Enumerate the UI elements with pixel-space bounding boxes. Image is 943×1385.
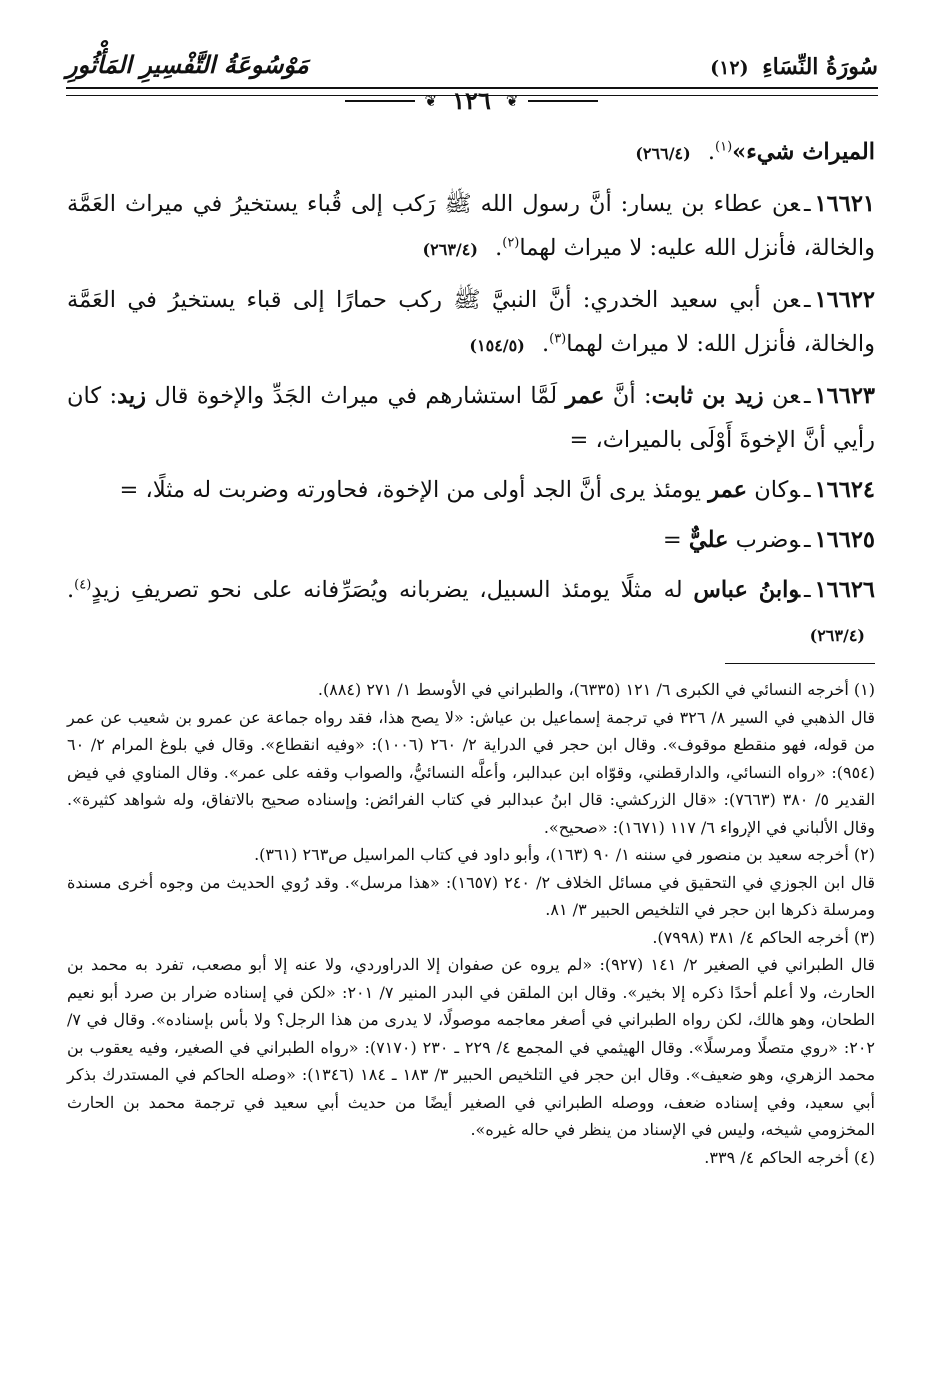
surah-name: سُورَةُ النِّسَاءِ: [762, 54, 878, 80]
narrator-name: زيد: [117, 383, 147, 409]
hadith-entry: ١٦٦٢١ـعن عطاء بن يسار: أنَّ رسول الله ﷺ رَكب إلى قُباء يستخيرُ في ميراث العَمَّة والخالة، فأنزل الله عليه: لا ميراث لهما$^{(٢)}$. (٢٦٣/٤): [67, 191, 875, 261]
source-reference: (٢٦٣/٤): [809, 626, 865, 645]
hadith-text: : أنَّ: [612, 383, 652, 409]
footnote-ref: (٢): [502, 235, 520, 251]
hadith-text: يومئذ يرى أنَّ الجد أولى من الإخوة، فحاورته وضربت له مثلًا، =: [119, 477, 702, 503]
source-reference: (٢٦٦/٤): [635, 144, 691, 163]
hadith-text: لَمَّا استشارهم في ميراث الجَدِّ والإخوة قال: [154, 383, 558, 409]
sentence-end: .: [495, 235, 503, 261]
narrator-name: عليٌّ: [688, 527, 729, 553]
surah-title: [710, 54, 878, 80]
page-number: ١٢٦: [452, 86, 491, 115]
footnote: (٢) أخرجه سعيد بن منصور في سننه ١/ ٩٠ (١٦٣)، وأبو داود في كتاب المراسيل ص٢٦٣ (٣٦١).: [254, 845, 875, 864]
hadith-entry: ١٦٦٢٥ـوضرب عليٌّ =: [662, 527, 875, 553]
hadith-text: عن أبي سعيد الخدري: أنَّ النبيَّ ﷺ ركب حمارًا إلى قباء يستخيرُ في العَمَّة والخالة، فأنزل الله: لا ميراث لهما: [67, 287, 875, 357]
footnote: (٣) أخرجه الحاكم ٤/ ٣٨١ (٧٩٩٨).: [652, 927, 875, 947]
hadith-number: ١٦٦٢١: [814, 191, 875, 217]
opening-text: الميراث شيء»: [732, 139, 875, 165]
hadith-text: له مثلًا يومئذ السبيل، يضربانه ويُصَرِّفانه على نحو تصريفِ زيدٍ: [91, 577, 683, 603]
footnote-commentary: قال الطبراني في الصغير ٢/ ١٤١ (٩٢٧): «لم يروه عن صفوان إلا الدراوردي، ولا عنه إلا أبو مصعب، تفرد به محمد بن الحارث، ولا أعلم أحدًا ذكره إلا بخير». وقال ابن الملقن في البدر المنير ٧/ ٢٠١: «لكن في إسناده ضرار بن صرد أبو نعيم الطحان، وهو هالك، لكن رواه الطبراني في أصغر معاجمه موصولًا، لا يدرى من هذا الرجل؟ ولا بأس بإسناده». وقال في ٧/ ٢٠٢: «روي متصلًا ومرسلًا». وقال الهيثمي في المجمع ٤/ ٢٢٩ ـ ٢٣٠ (٧١٧٠): «رواه الطبراني في الصغير، وفيه يعقوب بن محمد الزهري، وهو ضعيف». وقال ابن حجر في التلخيص الحبير ٣/ ١٨٣ ـ ١٨٤ (١٣٤٦): «وصله الحاكم في المستدرك بذكر أبي سعيد، وفي إسناده ضعف، ووصله الطبراني في الصغير أيضًا من حديث أبي سعيد في ترجمة محمد بن الحارث المخزومي شيخه، وليس في الإسناد من ينظر في حاله غيره».: [67, 955, 876, 1139]
footnote-separator: [725, 663, 875, 664]
hadith-number: ١٦٦٢٤: [814, 477, 875, 503]
hadith-text: وضرب: [735, 527, 800, 553]
hadith-entry: ١٦٦٢٣ـعن زيد بن ثابت: أنَّ عمر لَمَّا استشارهم في ميراث الجَدِّ والإخوة قال زيد: كان رأيي أنَّ الإخوةَ أَوْلَى بالميراث، =: [67, 383, 876, 453]
hadith-text: : كان رأيي أنَّ الإخوةَ أَوْلَى بالميراث، =: [67, 383, 875, 453]
ornament-line-right: [528, 100, 598, 102]
footnote-ref: (١): [715, 139, 733, 155]
source-reference: (١٥٤/٥): [469, 336, 525, 355]
hadith-text: =: [662, 527, 682, 553]
hadith-text: عن عطاء بن يسار: أنَّ رسول الله ﷺ رَكب إلى قُباء يستخيرُ في ميراث العَمَّة والخالة، فأنزل الله عليه: لا ميراث لهما: [67, 191, 875, 261]
footnote-ref: (٣): [549, 331, 567, 347]
hadith-number: ١٦٦٢٥: [814, 527, 875, 553]
hadith-entry: ١٦٦٢٤ـوكان عمر يومئذ يرى أنَّ الجد أولى من الإخوة، فحاورته وضربت له مثلًا، =: [119, 477, 875, 503]
hadith-entry: ١٦٦٢٢ـعن أبي سعيد الخدري: أنَّ النبيَّ ﷺ ركب حمارًا إلى قباء يستخيرُ في العَمَّة والخالة، فأنزل الله: لا ميراث لهما$^{(٣)}$. (١٥٤/٥): [67, 287, 875, 357]
sentence-end: .: [541, 331, 550, 357]
surah-number: (١٢): [710, 57, 749, 79]
page-number-bar: [0, 86, 943, 115]
sentence-end: .: [67, 577, 75, 603]
ornament-line-left: [345, 100, 415, 102]
narrator-prefix: وابنُ: [758, 577, 800, 603]
footnote-commentary: قال الذهبي في السير ٨/ ٣٢٦ في ترجمة إسماعيل بن عياش: «لا يصح هذا، فقد رواه جماعة عن عمرو بن شعيب عن عمر من قوله، فهو منقطع موقوف». وقال ابن حجر في الدراية ٢/ ٢٦٠ (١٠٠٦): «وفيه انقطاع». وقال في بلوغ المرام ٢/ ٦٠ (٩٥٤): «رواه النسائي، والدارقطني، وقوّاه ابن عبدالبر، وأعلَّه النسائيُّ، والصواب وقفه على عمر». وقال المناوي في فيض القدير ٥/ ٣٨٠ (٧٦٦٣): «قال الزركشي: قال ابنُ عبدالبر في كتاب الفرائض: وإسناده صحيح بالاتفاق، وله شواهد كثيرة». وقال الألباني في الإرواء ٦/ ١١٧ (١٦٧١): «صحيح».: [67, 707, 876, 837]
footnote: (٤) أخرجه الحاكم ٤/ ٣٣٩.: [704, 1147, 875, 1167]
hadith-number: ١٦٦٢٢: [814, 287, 875, 313]
footnotes-section: [67, 676, 875, 1171]
sentence-end: .: [707, 139, 716, 165]
main-text: [67, 130, 875, 664]
footnote-ref: (٤): [74, 577, 92, 593]
narrator-name: عباس: [693, 577, 748, 603]
hadith-entry: ١٦٦٢٦ـوابنُ عباس له مثلًا يومئذ السبيل، يضربانه ويُصَرِّفانه على نحو تصريفِ زيدٍ$^{(٤)}$. (٢٦٣/٤): [67, 577, 875, 645]
ornament-icon: ❦: [505, 91, 519, 110]
ornament-icon: ❦: [424, 91, 438, 110]
footnote-commentary: قال ابن الجوزي في التحقيق في مسائل الخلاف ٢/ ٢٤٠ (١٦٥٧): «هذا مرسل». وقد رُوي الحديث من وجوه أخرى مسندة ومرسلة ذكرها ابن حجر في التلخيص الحبير ٣/ ٨١.: [67, 872, 876, 919]
book-title: مَوْسُوعَةُ التَّفْسِيرِ المَأْثُورِ: [66, 50, 309, 79]
narrator-name: عمر: [708, 477, 748, 503]
narrator-name: زيد بن ثابت: [651, 383, 764, 409]
hadith-text: عن: [772, 383, 800, 409]
paragraph-opening: [67, 130, 875, 176]
hadith-number: ١٦٦٢٦: [814, 577, 875, 603]
source-reference: (٢٦٣/٤): [422, 240, 478, 259]
hadith-number: ١٦٦٢٣: [814, 383, 876, 409]
footnote: (١) أخرجه النسائي في الكبرى ٦/ ١٢١ (٦٣٣٥)، والطبراني في الأوسط ١/ ٢٧١ (٨٨٤).: [317, 680, 875, 699]
narrator-name: عمر: [565, 383, 605, 409]
hadith-text: وكان: [754, 477, 800, 503]
